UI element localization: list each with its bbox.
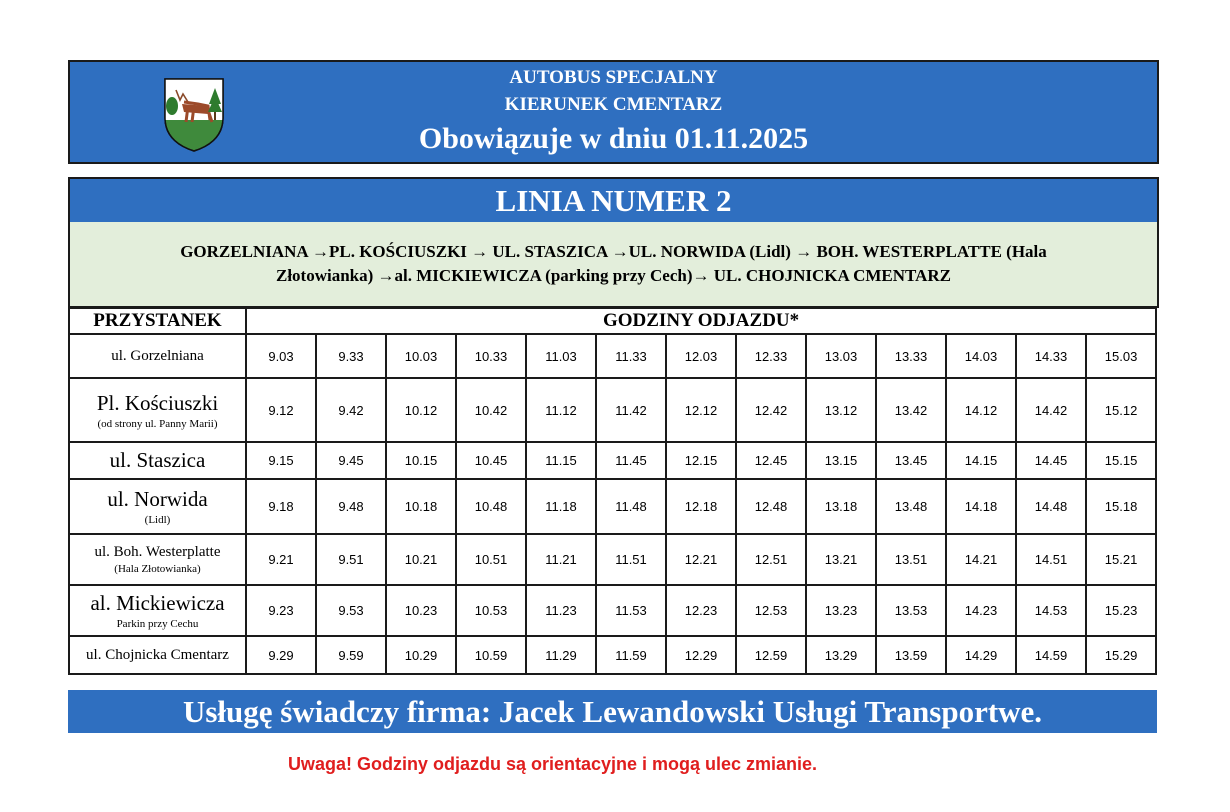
departure-time: 11.18 [526,479,596,534]
departure-time: 10.51 [456,534,526,585]
stop-cell [69,585,246,636]
departure-time: 12.48 [736,479,806,534]
departure-time: 13.23 [806,585,876,636]
departure-time: 14.33 [1016,334,1086,378]
departure-time: 14.21 [946,534,1016,585]
departure-time: 15.29 [1086,636,1156,674]
departure-time: 11.29 [526,636,596,674]
header-line-1: AUTOBUS SPECJALNY [509,67,718,88]
departure-time: 15.12 [1086,378,1156,442]
departure-time: 14.51 [1016,534,1086,585]
departure-time: 9.12 [246,378,316,442]
table-row [69,636,1156,674]
departure-time: 13.33 [876,334,946,378]
departure-time: 9.48 [316,479,386,534]
stop-cell [69,534,246,585]
departure-time: 13.42 [876,378,946,442]
departure-time: 9.33 [316,334,386,378]
departure-time: 15.18 [1086,479,1156,534]
departure-time: 9.53 [316,585,386,636]
timetable [68,307,1157,675]
stop-cell [69,334,246,378]
departure-time: 9.45 [316,442,386,479]
departure-time: 14.45 [1016,442,1086,479]
departure-time: 12.33 [736,334,806,378]
departure-time: 11.23 [526,585,596,636]
departure-time: 11.53 [596,585,666,636]
stop-subtitle: (Lidl) [144,514,171,526]
departure-time: 14.12 [946,378,1016,442]
departure-time: 12.12 [666,378,736,442]
table-row [69,534,1156,585]
departure-time: 15.03 [1086,334,1156,378]
stop-cell [69,442,246,479]
departure-time: 10.03 [386,334,456,378]
departure-time: 10.29 [386,636,456,674]
stop-name: ul. Norwida [107,487,208,511]
stop-cell [69,479,246,534]
departure-time: 14.03 [946,334,1016,378]
departure-time: 14.42 [1016,378,1086,442]
departure-time: 13.21 [806,534,876,585]
table-row [69,585,1156,636]
departure-time: 9.21 [246,534,316,585]
departure-time: 12.18 [666,479,736,534]
departure-time: 13.12 [806,378,876,442]
departure-time: 10.45 [456,442,526,479]
stop-name: Pl. Kościuszki [96,390,219,415]
times-column-header: GODZINY ODJAZDU* [246,308,1156,334]
departure-time: 15.21 [1086,534,1156,585]
header-line-2: KIERUNEK CMENTARZ [504,94,723,115]
departure-time: 12.51 [736,534,806,585]
departure-time: 9.18 [246,479,316,534]
departure-time: 11.51 [596,534,666,585]
departure-time: 11.59 [596,636,666,674]
departure-time: 12.59 [736,636,806,674]
header-banner [68,60,1159,164]
departure-time: 13.29 [806,636,876,674]
stop-subtitle: Parkin przy Cechu [116,618,199,630]
line-title: LINIA NUMER 2 [68,177,1159,224]
departure-time: 12.03 [666,334,736,378]
timetable-body [69,334,1156,674]
timetable-header [69,308,1156,334]
departure-time: 10.42 [456,378,526,442]
stop-name: ul. Staszica [109,448,206,472]
departure-time: 12.53 [736,585,806,636]
departure-time: 14.23 [946,585,1016,636]
departure-time: 9.51 [316,534,386,585]
departure-time: 11.48 [596,479,666,534]
warning-note: Uwaga! Godziny odjazdu są orientacyjne i mogą ulec zmianie. [287,754,818,774]
table-row [69,442,1156,479]
departure-time: 12.42 [736,378,806,442]
departure-time: 9.59 [316,636,386,674]
departure-time: 11.45 [596,442,666,479]
departure-time: 13.45 [876,442,946,479]
departure-time: 9.15 [246,442,316,479]
stop-name: ul. Gorzelniana [111,347,204,364]
validity-date: Obowiązuje w dniu 01.11.2025 [418,122,809,155]
departure-time: 11.03 [526,334,596,378]
departure-time: 15.15 [1086,442,1156,479]
departure-time: 13.48 [876,479,946,534]
departure-time: 10.21 [386,534,456,585]
departure-time: 14.48 [1016,479,1086,534]
stop-name: al. Mickiewicza [90,591,225,615]
stop-name: ul. Boh. Westerplatte [94,544,221,560]
departure-time: 13.15 [806,442,876,479]
departure-time: 13.59 [876,636,946,674]
departure-time: 11.15 [526,442,596,479]
stop-column-header: PRZYSTANEK [69,308,246,334]
departure-time: 10.59 [456,636,526,674]
stop-name: ul. Chojnicka Cmentarz [86,646,229,663]
stop-cell [69,378,246,442]
departure-time: 13.53 [876,585,946,636]
operator-footer: Usługę świadczy firma: Jacek Lewandowski Usługi Transportwe. [68,690,1157,733]
departure-time: 14.18 [946,479,1016,534]
departure-time: 14.53 [1016,585,1086,636]
route-line-2: Złotowianka) →al. MICKIEWICZA (parking przy Cech)→ UL. CHOJNICKA CMENTARZ [275,266,951,285]
departure-time: 9.23 [246,585,316,636]
route-line-1: GORZELNIANA →PL. KOŚCIUSZKI → UL. STASZICA →UL. NORWIDA (Lidl) → BOH. WESTERPLATTE (Hala [180,242,1047,261]
departure-time: 12.45 [736,442,806,479]
departure-time: 14.15 [946,442,1016,479]
departure-time: 14.59 [1016,636,1086,674]
departure-time: 10.18 [386,479,456,534]
table-row [69,479,1156,534]
table-row [69,378,1156,442]
departure-time: 9.29 [246,636,316,674]
departure-time: 13.03 [806,334,876,378]
departure-time: 13.51 [876,534,946,585]
departure-time: 10.23 [386,585,456,636]
departure-time: 11.12 [526,378,596,442]
departure-time: 10.48 [456,479,526,534]
departure-time: 11.33 [596,334,666,378]
departure-time: 10.12 [386,378,456,442]
departure-time: 11.42 [596,378,666,442]
departure-time: 14.29 [946,636,1016,674]
departure-time: 10.53 [456,585,526,636]
table-row [69,334,1156,378]
departure-time: 11.21 [526,534,596,585]
departure-time: 13.18 [806,479,876,534]
departure-time: 12.29 [666,636,736,674]
departure-time: 15.23 [1086,585,1156,636]
route-description [68,222,1159,308]
stop-cell [69,636,246,674]
departure-time: 9.42 [316,378,386,442]
departure-time: 12.15 [666,442,736,479]
departure-time: 12.21 [666,534,736,585]
stop-subtitle: (od strony ul. Panny Marii) [97,417,218,430]
departure-time: 10.15 [386,442,456,479]
departure-time: 9.03 [246,334,316,378]
departure-time: 12.23 [666,585,736,636]
departure-time: 10.33 [456,334,526,378]
stop-subtitle: (Hala Złotowianka) [114,563,201,575]
